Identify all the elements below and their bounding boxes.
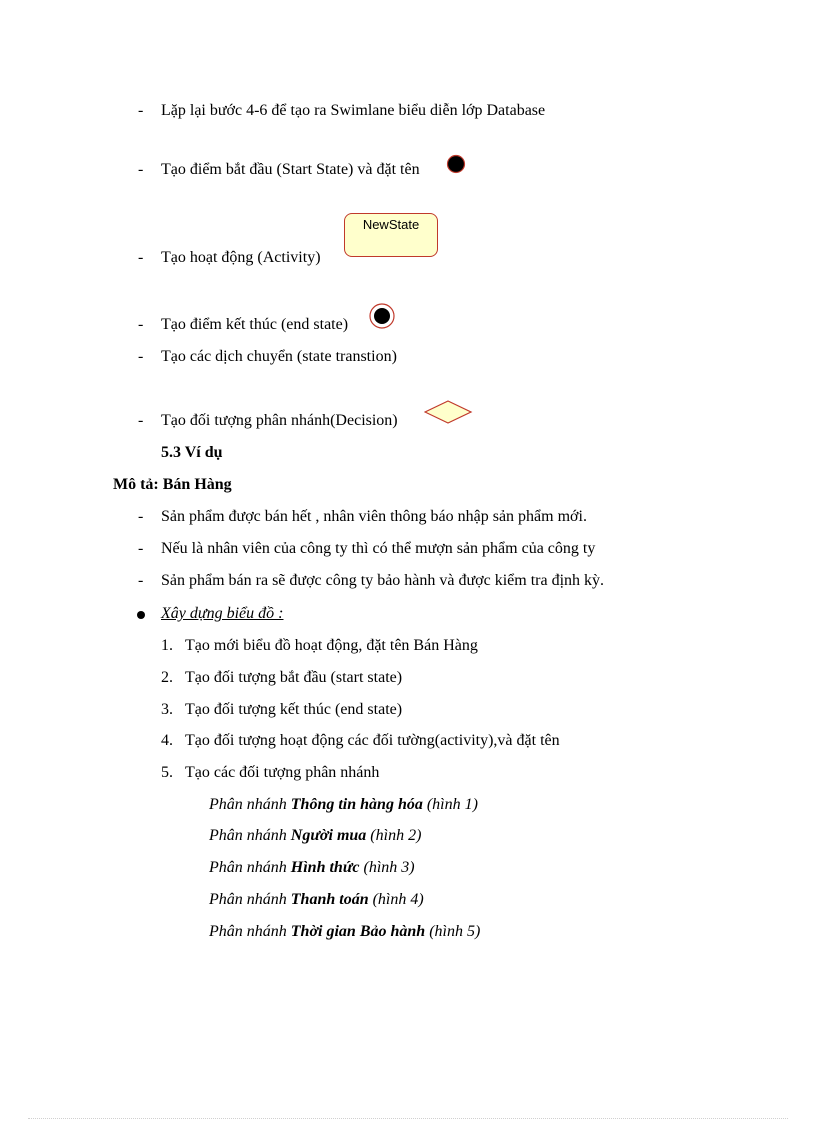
branch-5: Phân nhánh Thời gian Bảo hành (hình 5)	[209, 923, 481, 940]
activity-state-label: NewState	[362, 217, 420, 232]
activity-state-shape	[344, 213, 438, 257]
decision-diamond-icon	[424, 400, 474, 426]
page-bottom-divider	[28, 1118, 788, 1119]
branch-1: Phân nhánh Thông tin hàng hóa (hình 1)	[209, 796, 478, 813]
bullet-dot	[137, 611, 145, 619]
branch-3: Phân nhánh Hình thức (hình 3)	[209, 859, 415, 876]
branch-4: Phân nhánh Thanh toán (hình 4)	[209, 891, 424, 908]
section-heading: 5.3 Ví dụ	[161, 444, 223, 461]
build-heading: Xây dựng biểu đồ :	[161, 605, 284, 622]
start-state-icon	[446, 154, 468, 176]
description-heading: Mô tả: Bán Hàng	[113, 476, 232, 493]
end-state-icon	[368, 302, 396, 330]
branch-2: Phân nhánh Người mua (hình 2)	[209, 827, 422, 844]
